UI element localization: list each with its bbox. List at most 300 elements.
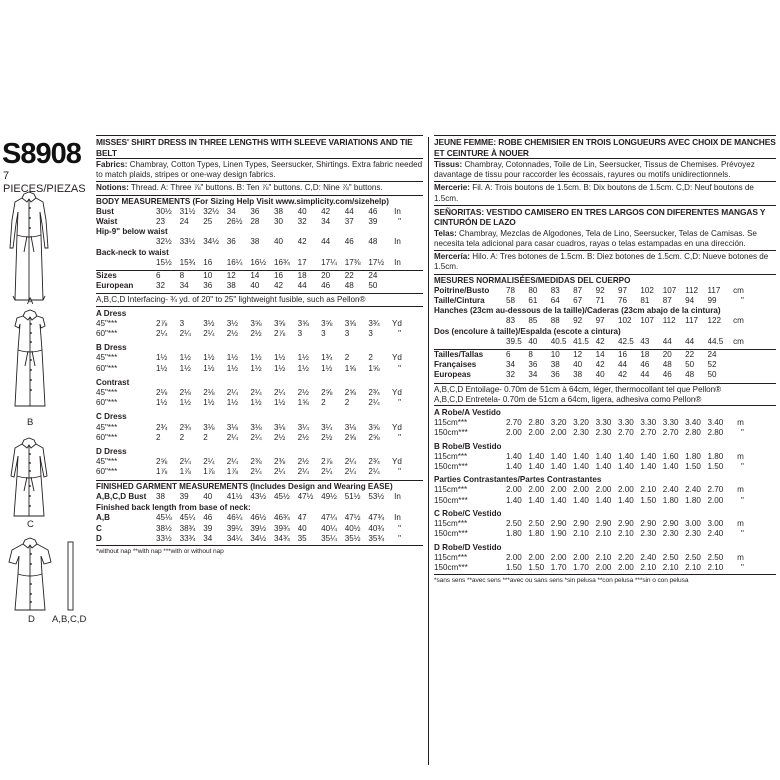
- row-label: 60"***: [96, 467, 118, 477]
- table-row: [96, 492, 423, 502]
- table-cell: 2.10: [707, 562, 724, 572]
- table-row: [96, 524, 423, 534]
- table-cell: 2¼: [226, 457, 239, 467]
- table-cell: 2½: [297, 388, 309, 398]
- table-row: [434, 462, 776, 472]
- table-cell: 2⅜: [273, 457, 286, 467]
- table-cell: 41½: [226, 491, 243, 501]
- table-cell: 44: [297, 281, 307, 291]
- table-cell: 34: [226, 206, 236, 216]
- table-cell: 2.70: [707, 485, 724, 495]
- unit-label: ": [741, 495, 744, 505]
- table-cell: 2.00: [550, 428, 567, 438]
- table-row: [434, 519, 776, 529]
- table-cell: 3.30: [617, 418, 634, 428]
- table-cell: 44: [321, 237, 331, 247]
- table-cell: 1⅝: [297, 398, 309, 408]
- table-row: [96, 319, 423, 329]
- view-a-sketch: [5, 190, 53, 305]
- en-footnote: *without nap **with nap ***with or without nap: [96, 547, 224, 555]
- table-cell: 2⅞: [273, 329, 286, 339]
- table-cell: 102: [640, 285, 654, 295]
- table-cell: 2½: [273, 432, 286, 442]
- table-row: [96, 423, 423, 433]
- table-cell: 16¾: [273, 257, 290, 267]
- unit-label: m: [737, 451, 744, 461]
- yardage-group-title: Contrast: [96, 377, 130, 387]
- table-cell: 22: [685, 350, 695, 360]
- table-cell: 2.10: [595, 529, 612, 539]
- table-cell: 46: [640, 360, 650, 370]
- table-cell: 1⅞: [156, 467, 168, 477]
- en-interfacing: A,B,C,D Interfacing- ¾ yd. of 20" to 25" lightweight fusible, such as Pellon®: [96, 295, 366, 305]
- table-row: [434, 529, 776, 539]
- unit-label: ": [741, 562, 744, 572]
- table-cell: 34½: [250, 533, 267, 543]
- row-label: C: [96, 523, 102, 533]
- table-cell: 2: [344, 353, 350, 363]
- row-label: Back-neck to waist: [96, 247, 169, 257]
- table-cell: 3.30: [662, 418, 679, 428]
- unit-label: ": [398, 467, 401, 477]
- table-row: [434, 452, 776, 462]
- table-cell: 1½: [203, 363, 215, 373]
- table-cell: 36: [528, 360, 538, 370]
- table-row: [434, 496, 776, 506]
- table-row: [434, 286, 776, 296]
- row-label: 45"***: [96, 422, 118, 432]
- table-cell: 45¼: [179, 513, 196, 523]
- row-label: 60"***: [96, 363, 118, 373]
- table-cell: 2.90: [640, 519, 657, 529]
- table-cell: 48: [344, 281, 354, 291]
- table-cell: 50: [685, 360, 695, 370]
- table-cell: 1.50: [685, 462, 701, 472]
- table-cell: 97: [617, 285, 627, 295]
- table-cell: 2.00: [506, 552, 522, 562]
- table-cell: 2.30: [685, 529, 701, 539]
- table-cell: 35: [297, 533, 307, 543]
- row-label: 45"***: [96, 388, 118, 398]
- table-cell: 36: [203, 281, 213, 291]
- table-cell: 44: [685, 336, 695, 346]
- table-cell: 67: [573, 296, 583, 306]
- unit-label: m: [737, 519, 744, 529]
- table-cell: 2.70: [662, 428, 679, 438]
- table-cell: 80: [528, 285, 538, 295]
- table-cell: 34: [528, 370, 538, 380]
- table-cell: 40: [297, 206, 307, 216]
- table-cell: 2⅝: [156, 457, 168, 467]
- table-cell: 2.00: [528, 552, 545, 562]
- table-cell: 3.20: [550, 418, 567, 428]
- table-cell: 2⅞: [156, 318, 168, 328]
- table-cell: 34: [203, 533, 213, 543]
- table-cell: 18: [297, 271, 307, 281]
- yardage-group-title: B Dress: [96, 343, 127, 353]
- table-cell: 24: [368, 271, 378, 281]
- table-row: [96, 237, 423, 247]
- table-row: [96, 388, 423, 398]
- table-row: [96, 534, 423, 544]
- unit-label: cm: [733, 336, 744, 346]
- unit-label: ": [741, 296, 744, 306]
- table-cell: 38: [156, 491, 166, 501]
- table-cell: 39¾: [273, 523, 290, 533]
- table-cell: 24: [707, 350, 717, 360]
- row-label: European: [96, 281, 134, 291]
- table-cell: 1.60: [662, 451, 679, 461]
- table-cell: 44.5: [707, 336, 724, 346]
- table-cell: 2.10: [617, 529, 634, 539]
- table-cell: 44: [640, 370, 650, 380]
- table-cell: 15¾: [179, 257, 196, 267]
- table-row: [434, 485, 776, 495]
- table-cell: 2.90: [617, 519, 634, 529]
- table-cell: 1.40: [640, 462, 657, 472]
- en-finished-title: FINISHED GARMENT MEASUREMENTS (Includes Design and Wearing EASE): [96, 481, 393, 491]
- table-cell: 53½: [368, 491, 385, 501]
- table-cell: 1.40: [550, 495, 567, 505]
- table-row: [96, 398, 423, 408]
- table-cell: 1.70: [573, 562, 589, 572]
- yardage-group-title: C Dress: [96, 412, 127, 422]
- en-finished-back: [96, 513, 423, 544]
- table-cell: 40½: [344, 523, 361, 533]
- table-cell: 34½: [203, 237, 219, 247]
- table-cell: 2¼: [226, 388, 239, 398]
- table-cell: 1½: [273, 363, 286, 373]
- table-cell: 2½: [226, 329, 239, 339]
- unit-label: Yd: [391, 353, 402, 363]
- table-cell: 1½: [179, 353, 191, 363]
- table-cell: 2.00: [595, 485, 612, 495]
- table-row: [434, 360, 776, 370]
- table-cell: 2⅝: [344, 432, 357, 442]
- table-cell: 3⅛: [250, 422, 262, 432]
- table-cell: 92: [573, 316, 583, 326]
- table-cell: 1½: [297, 353, 309, 363]
- table-cell: 3⅝: [321, 318, 333, 328]
- row-label: 150cm***: [434, 495, 468, 505]
- table-cell: 37: [344, 217, 354, 227]
- table-cell: 44: [617, 360, 627, 370]
- table-row: [96, 364, 423, 374]
- table-cell: 51½: [344, 491, 361, 501]
- table-cell: 1½: [250, 398, 262, 408]
- table-cell: 2.90: [573, 519, 589, 529]
- table-cell: 20: [321, 271, 331, 281]
- unit-label: cm: [733, 285, 744, 295]
- table-cell: 40: [297, 523, 307, 533]
- unit-label: ": [398, 329, 401, 339]
- table-cell: 3: [297, 329, 303, 339]
- table-row: [96, 207, 423, 217]
- table-cell: 26½: [226, 217, 243, 227]
- table-cell: 3¼: [321, 422, 333, 432]
- table-cell: 14: [595, 350, 605, 360]
- row-label: Dos (encolure à taille)/Espalda (escote a cintura): [434, 326, 621, 336]
- table-cell: 44: [662, 336, 672, 346]
- table-cell: 2¼: [226, 432, 239, 442]
- table-cell: 39½: [250, 523, 267, 533]
- unit-label: m: [737, 552, 744, 562]
- table-cell: 23: [156, 217, 166, 227]
- table-cell: 2¼: [344, 467, 357, 477]
- table-cell: 2¾: [156, 422, 168, 432]
- table-cell: 1⅞: [226, 467, 239, 477]
- table-cell: 42: [595, 336, 605, 346]
- table-cell: 36: [226, 237, 236, 247]
- view-a-label: A: [27, 296, 34, 307]
- en-sizes-table: [96, 271, 423, 291]
- table-cell: 1½: [203, 398, 215, 408]
- table-cell: 16½: [250, 257, 267, 267]
- table-cell: 22: [344, 271, 354, 281]
- table-cell: 42: [617, 370, 627, 380]
- table-cell: 52: [707, 360, 717, 370]
- es-merceria: Mercería: Hilo. A: Tres botones de 1.5cm. B: Diez botones de 1.5cm. C,D: Nueve botones de 1.5cm.: [434, 252, 769, 272]
- fr-title: JEUNE FEMME: ROBE CHEMISIER EN TROIS LONGUEURS AVEC CHOIX DE MANCHES ET CEINTURE À NOUER: [434, 137, 776, 158]
- table-cell: 3: [368, 329, 373, 339]
- table-cell: 117: [685, 316, 699, 326]
- table-cell: 6: [506, 350, 511, 360]
- table-cell: 2.90: [550, 519, 567, 529]
- table-cell: 2.80: [707, 428, 724, 438]
- table-cell: 42: [273, 281, 283, 291]
- table-cell: 40¼: [321, 523, 337, 533]
- table-cell: 1.50: [528, 562, 545, 572]
- table-cell: 58: [506, 296, 516, 306]
- table-cell: 83: [506, 316, 516, 326]
- table-cell: 2.70: [640, 428, 657, 438]
- table-cell: 1.40: [595, 495, 612, 505]
- left-panel: [0, 138, 92, 625]
- table-cell: 10: [203, 271, 213, 281]
- table-cell: 1.40: [506, 451, 522, 461]
- row-label: 45"***: [96, 353, 118, 363]
- row-label: D: [96, 533, 102, 543]
- fr-mercerie: Mercerie: Fil. A: Trois boutons de 1.5cm. B: Dix boutons de 1.5cm. C,D: Neuf boutons de 1.5cm.: [434, 183, 754, 203]
- table-cell: 34: [321, 217, 331, 227]
- row-label: Françaises: [434, 360, 477, 370]
- table-cell: 1½: [250, 363, 262, 373]
- table-cell: 40: [528, 336, 538, 346]
- unit-label: ": [741, 462, 744, 472]
- row-label: Taille/Cintura: [434, 296, 485, 306]
- table-cell: 1.80: [662, 495, 679, 505]
- table-cell: 40: [250, 281, 260, 291]
- table-cell: 33½: [156, 533, 172, 543]
- table-cell: 14: [250, 271, 260, 281]
- table-cell: 1⅝: [368, 363, 380, 373]
- table-cell: 2.30: [573, 428, 589, 438]
- table-cell: 6: [156, 271, 161, 281]
- table-cell: 94: [685, 296, 695, 306]
- row-label: 115cm***: [434, 418, 468, 428]
- table-cell: 2: [344, 398, 350, 408]
- unit-label: Yd: [391, 422, 402, 432]
- table-cell: 46: [662, 370, 672, 380]
- table-cell: 3⅛: [273, 422, 286, 432]
- table-cell: 44: [344, 206, 354, 216]
- table-row: [434, 553, 776, 563]
- table-cell: 30: [273, 217, 283, 227]
- table-row: [96, 329, 423, 339]
- table-cell: 2.70: [617, 428, 634, 438]
- table-cell: 2¼: [250, 467, 262, 477]
- table-cell: 61: [528, 296, 538, 306]
- row-label: 115cm***: [434, 519, 468, 529]
- english-column: [96, 135, 423, 557]
- unit-label: In: [394, 206, 401, 216]
- row-label: 150cm***: [434, 562, 468, 572]
- table-cell: 17½: [368, 257, 385, 267]
- table-cell: 1.40: [617, 462, 634, 472]
- table-cell: 2.10: [573, 529, 589, 539]
- row-label: 60"***: [96, 329, 118, 339]
- pattern-number: S8908: [2, 138, 81, 170]
- table-cell: 3.40: [685, 418, 701, 428]
- column-divider: [428, 137, 429, 765]
- table-cell: 32½: [156, 237, 172, 247]
- table-row: [434, 306, 776, 316]
- table-cell: 1.90: [550, 529, 567, 539]
- table-cell: 10: [550, 350, 560, 360]
- table-cell: 16: [273, 271, 283, 281]
- table-cell: 45½: [273, 491, 290, 501]
- table-cell: 1.80: [506, 529, 522, 539]
- table-cell: 1½: [273, 398, 286, 408]
- table-cell: 46: [321, 281, 331, 291]
- table-cell: 1.50: [707, 462, 724, 472]
- table-cell: 46: [368, 206, 378, 216]
- table-cell: 2.10: [685, 562, 701, 572]
- table-cell: 36: [550, 370, 560, 380]
- table-cell: 18: [640, 350, 650, 360]
- unit-label: ": [398, 533, 401, 543]
- table-cell: 31½: [179, 206, 196, 216]
- table-cell: 2.00: [528, 428, 545, 438]
- table-row: [96, 353, 423, 363]
- table-cell: 42: [595, 360, 605, 370]
- table-cell: 1½: [226, 363, 239, 373]
- fr-body-table: [434, 286, 776, 347]
- table-cell: 2¾: [179, 422, 191, 432]
- row-label: 60"***: [96, 398, 118, 408]
- table-cell: 2.00: [506, 485, 522, 495]
- table-cell: 16: [617, 350, 627, 360]
- table-cell: 71: [595, 296, 605, 306]
- table-cell: 2¼: [368, 398, 380, 408]
- row-label: Sizes: [96, 271, 117, 281]
- table-cell: 2.00: [550, 485, 567, 495]
- view-d-label: D: [28, 614, 35, 625]
- table-cell: 2⅛: [156, 388, 168, 398]
- table-cell: 2.40: [707, 529, 724, 539]
- row-label: A,B,C,D Bust: [96, 491, 147, 501]
- table-cell: 38: [573, 370, 583, 380]
- en-fabrics: Fabrics: Chambray, Cotton Types, Linen Types, Seersucker, Shirtings. Extra fabric needed to match plaids, stripes or one-way design fabrics.: [96, 160, 423, 180]
- table-cell: 2.10: [595, 552, 612, 562]
- table-cell: 24: [179, 217, 189, 227]
- table-cell: 1½: [273, 353, 286, 363]
- table-row: [434, 563, 776, 573]
- table-cell: 122: [707, 316, 722, 326]
- table-cell: 2.00: [550, 552, 567, 562]
- table-cell: 2¼: [179, 329, 191, 339]
- table-cell: 1.80: [528, 529, 545, 539]
- table-cell: 25: [203, 217, 213, 227]
- table-cell: 2: [179, 432, 185, 442]
- table-cell: 1.70: [550, 562, 567, 572]
- table-cell: 16: [203, 257, 213, 267]
- yardage-group-title: D Robe/D Vestido: [434, 542, 502, 552]
- table-cell: 42: [297, 237, 307, 247]
- table-cell: 1.40: [595, 462, 612, 472]
- table-cell: 2.40: [662, 485, 679, 495]
- table-cell: 88: [550, 316, 560, 326]
- table-cell: 1.80: [707, 451, 724, 461]
- table-cell: 87: [573, 285, 583, 295]
- table-cell: 35½: [344, 533, 361, 543]
- row-label: Hanches (23cm au-dessous de la taille)/Caderas (23cm abajo de la cintura): [434, 306, 721, 316]
- table-cell: 1.40: [528, 495, 545, 505]
- unit-label: In: [394, 513, 401, 523]
- table-cell: 32½: [203, 206, 219, 216]
- table-cell: 38: [250, 237, 260, 247]
- table-cell: 47¾: [368, 513, 385, 523]
- table-cell: 30½: [156, 206, 172, 216]
- table-cell: 2.10: [640, 562, 657, 572]
- fr-footnote: *sans sens **avec sens ***avec ou sans sens *sin pelusa **con pelusa ***sin o con pelusa: [434, 577, 689, 585]
- table-row: [434, 337, 776, 347]
- table-cell: 2⅛: [179, 388, 191, 398]
- row-label: A,B: [96, 513, 110, 523]
- table-cell: 40.5: [550, 336, 567, 346]
- unit-label: cm: [733, 316, 744, 326]
- table-cell: 47: [297, 513, 307, 523]
- table-row: [96, 433, 423, 443]
- table-cell: 1½: [297, 363, 309, 373]
- table-cell: 38: [550, 360, 560, 370]
- table-cell: 107: [662, 285, 677, 295]
- table-cell: 28: [250, 217, 260, 227]
- table-cell: 3.00: [707, 519, 724, 529]
- view-b-label: B: [27, 417, 34, 428]
- french-spanish-column: [434, 135, 776, 586]
- table-cell: 2¼: [368, 467, 380, 477]
- table-cell: 42: [321, 206, 331, 216]
- row-label: 115cm***: [434, 485, 468, 495]
- fr-sizes-table: [434, 350, 776, 381]
- row-label: 115cm***: [434, 552, 468, 562]
- es-title: SEÑORITAS: VESTIDO CAMISERO EN TRES LARGOS CON DIFERENTES MANGAS Y CINTURÓN DE LAZO: [434, 206, 766, 228]
- table-cell: 46: [203, 513, 213, 523]
- table-row: [96, 217, 423, 227]
- es-entretela: A,B,C,D Entretela- 0.70m de 51cm a 64cm, ligera, adhesiva como Pellon®: [434, 394, 702, 404]
- table-cell: 1.40: [595, 451, 612, 461]
- table-cell: 1.40: [640, 451, 657, 461]
- table-cell: 112: [662, 316, 676, 326]
- table-cell: 2¾: [368, 457, 380, 467]
- table-cell: 2.40: [685, 485, 701, 495]
- table-cell: 2.00: [617, 485, 634, 495]
- unit-label: ": [741, 428, 744, 438]
- unit-label: m: [737, 418, 744, 428]
- view-abcd-label: A,B,C,D: [52, 614, 87, 625]
- en-yardage-table: [96, 307, 423, 478]
